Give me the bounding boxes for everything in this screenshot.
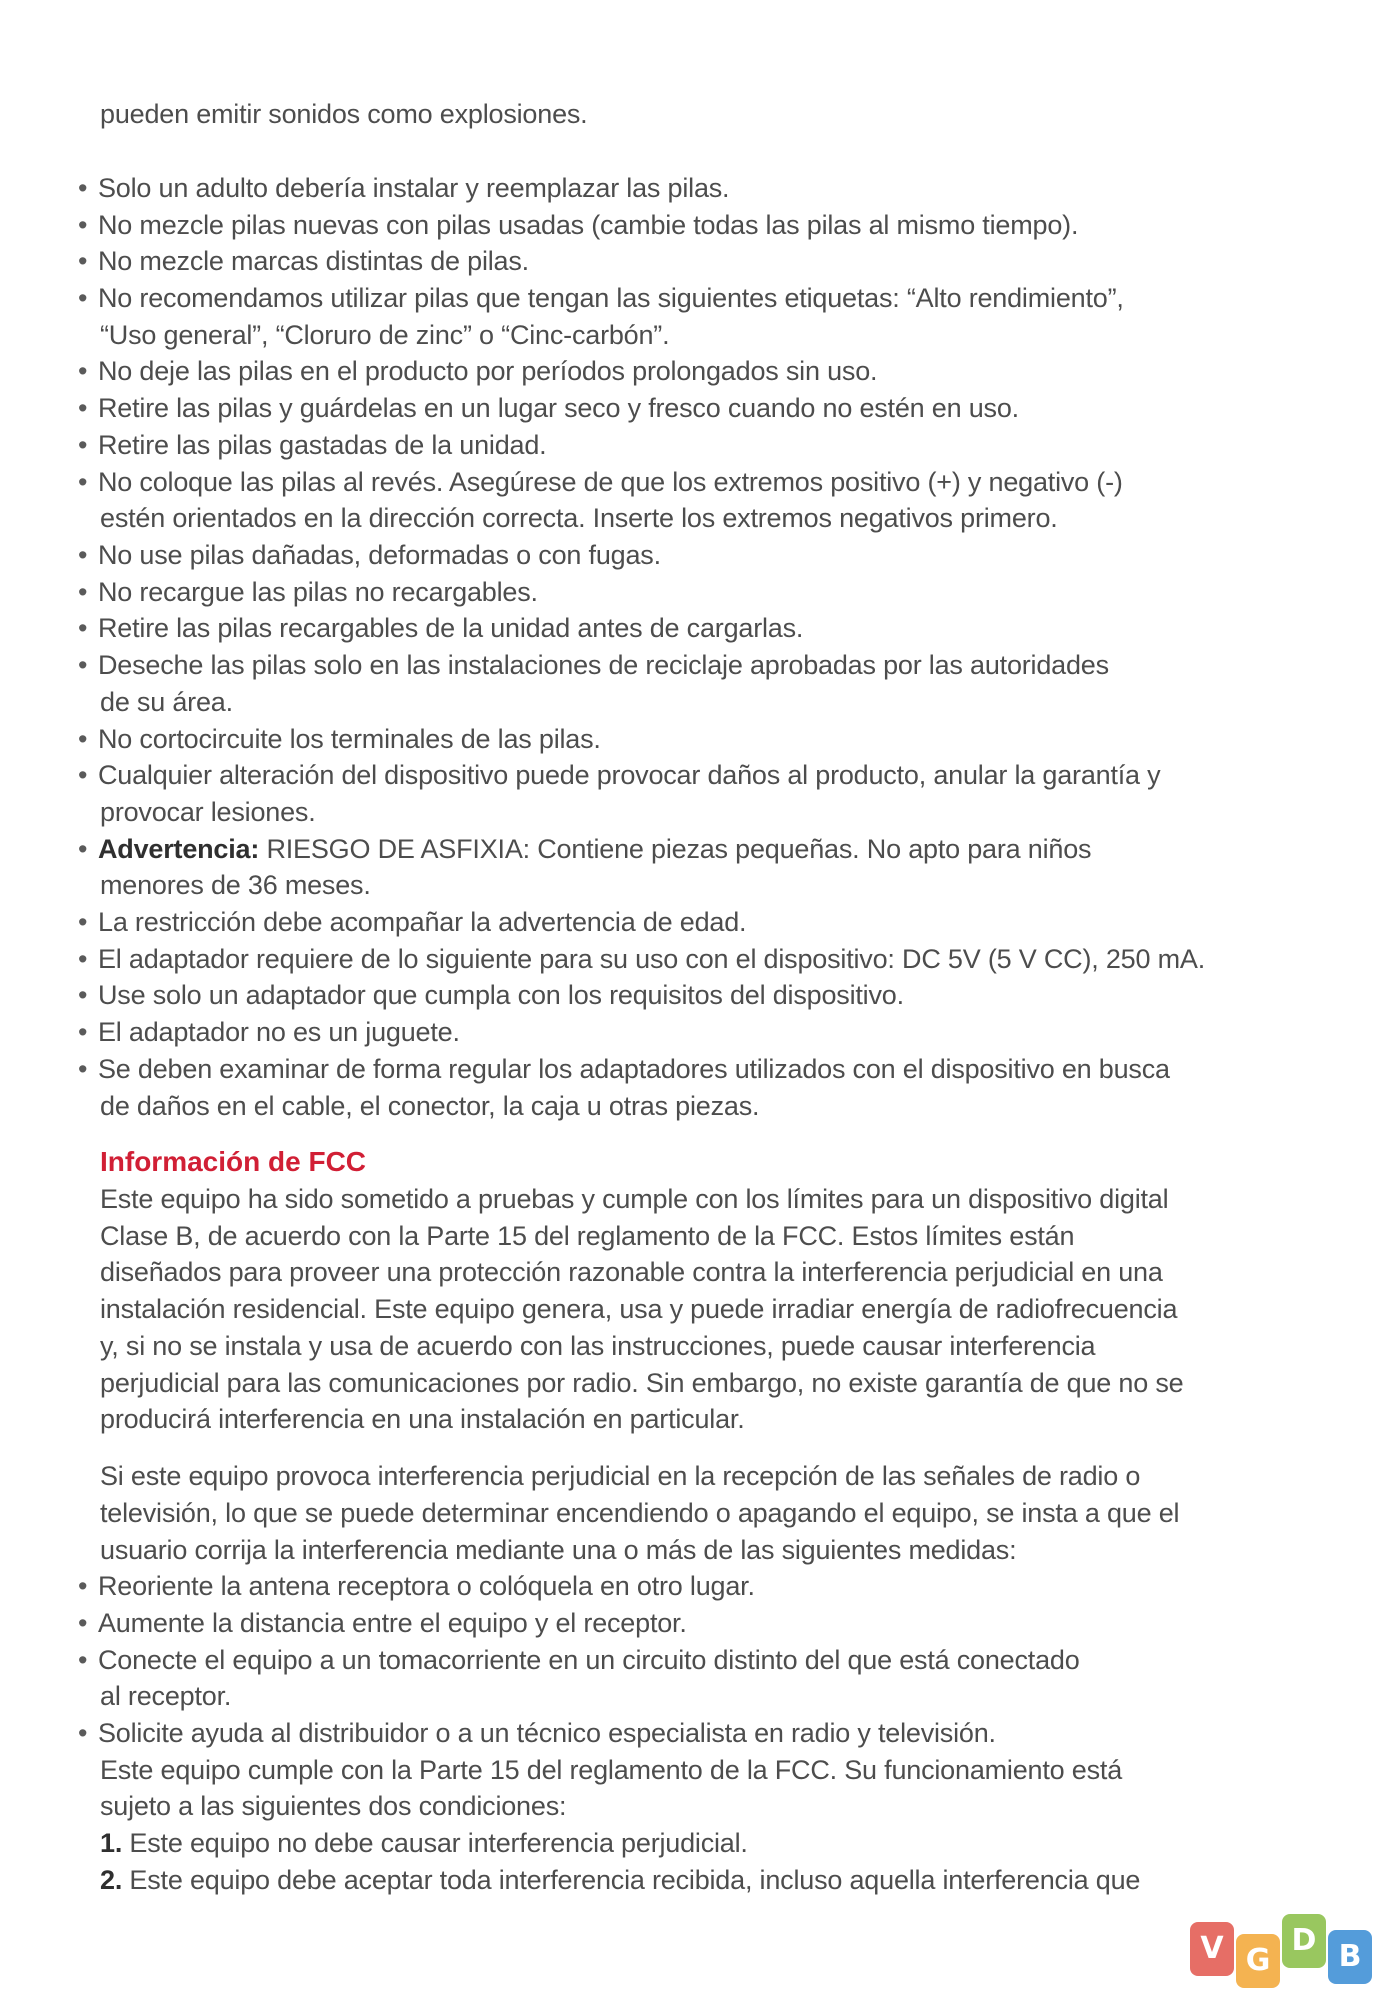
fcc-paragraph: [100, 1752, 1122, 1788]
battery-list-item: [100, 500, 1058, 536]
bullet-marker: •: [78, 393, 88, 423]
battery-list-item: [100, 867, 371, 903]
fcc-paragraph: [100, 1218, 1074, 1254]
bullet-marker: •: [78, 246, 88, 276]
line-text: menores de 36 meses.: [100, 870, 371, 900]
battery-list-item: [78, 280, 1124, 316]
battery-list-item: [78, 427, 546, 463]
line-text: El adaptador no es un juguete.: [98, 1017, 460, 1047]
bullet-marker: •: [78, 944, 88, 974]
fcc-condition: [100, 1825, 748, 1861]
line-text: No deje las pilas en el producto por períodos prolongados sin uso.: [98, 356, 878, 386]
line-text: No use pilas dañadas, deformadas o con fugas.: [98, 540, 661, 570]
line-text: No recomendamos utilizar pilas que tengan las siguientes etiquetas: “Alto rendimiento”,: [98, 283, 1124, 313]
battery-list-item: [78, 353, 877, 389]
line-text: pueden emitir sonidos como explosiones.: [100, 99, 588, 129]
line-text: Use solo un adaptador que cumpla con los requisitos del dispositivo.: [98, 980, 904, 1010]
fcc-measure-item: [100, 1678, 231, 1714]
watermark-letter: D: [1282, 1914, 1326, 1968]
bullet-marker: •: [78, 980, 88, 1010]
bullet-marker: •: [78, 356, 88, 386]
fcc-paragraph: [100, 1458, 1140, 1494]
line-text: Este equipo cumple con la Parte 15 del reglamento de la FCC. Su funcionamiento está: [100, 1755, 1123, 1785]
fcc-paragraph: [100, 1291, 1177, 1327]
line-text: La restricción debe acompañar la advertencia de edad.: [98, 907, 747, 937]
line-text: de su área.: [100, 687, 233, 717]
fcc-paragraph: [100, 1365, 1183, 1401]
line-text: “Uso general”, “Cloruro de zinc” o “Cinc-carbón”.: [100, 320, 670, 350]
line-text: Deseche las pilas solo en las instalaciones de reciclaje aprobadas por las autoridades: [98, 650, 1109, 680]
battery-list-item: [78, 941, 1205, 977]
fcc-paragraph: [100, 1328, 1095, 1364]
line-text: Si este equipo provoca interferencia perjudicial en la recepción de las señales de radio o: [100, 1461, 1141, 1491]
bullet-marker: •: [78, 577, 88, 607]
battery-list-item: [78, 977, 904, 1013]
bullet-marker: •: [78, 540, 88, 570]
bullet-marker: •: [78, 1017, 88, 1047]
battery-list-item: [78, 904, 746, 940]
battery-list-item: [78, 610, 803, 646]
watermark-letter: B: [1328, 1930, 1372, 1984]
line-text: No recargue las pilas no recargables.: [98, 577, 538, 607]
battery-list-item: [78, 170, 729, 206]
fcc-paragraph: [100, 1532, 1016, 1568]
line-text: No mezcle pilas nuevas con pilas usadas (cambie todas las pilas al mismo tiempo).: [98, 210, 1079, 240]
line-text: Retire las pilas gastadas de la unidad.: [98, 430, 547, 460]
fcc-paragraph: [100, 1254, 1163, 1290]
line-text: televisión, lo que se puede determinar encendiendo o apagando el equipo, se insta a que el: [100, 1498, 1180, 1528]
line-text: Clase B, de acuerdo con la Parte 15 del reglamento de la FCC. Estos límites están: [100, 1221, 1075, 1251]
bullet-marker: •: [78, 173, 88, 203]
bullet-marker: •: [78, 760, 88, 790]
battery-list-item: [78, 721, 601, 757]
line-text: de daños en el cable, el conector, la caja u otras piezas.: [100, 1091, 760, 1121]
fcc-condition: [100, 1862, 1140, 1898]
watermark-letter: V: [1190, 1922, 1234, 1976]
bullet-marker: •: [78, 1608, 88, 1638]
bullet-marker: •: [78, 283, 88, 313]
line-text: producirá interferencia en una instalación en particular.: [100, 1404, 745, 1434]
line-text: Este equipo no debe causar interferencia perjudicial.: [122, 1828, 748, 1858]
line-text: Este equipo ha sido sometido a pruebas y cumple con los límites para un dispositivo digital: [100, 1184, 1169, 1214]
battery-list-item: [78, 831, 1091, 867]
bullet-marker: •: [78, 1054, 88, 1084]
line-text: Reoriente la antena receptora o colóquela en otro lugar.: [98, 1571, 755, 1601]
line-text: Cualquier alteración del dispositivo puede provocar daños al producto, anular la garantía y: [98, 760, 1161, 790]
condition-number: 2.: [100, 1865, 123, 1895]
bullet-marker: •: [78, 613, 88, 643]
battery-list-item: [100, 794, 316, 830]
line-text: No cortocircuite los terminales de las pilas.: [98, 724, 601, 754]
line-text: RIESGO DE ASFIXIA: Contiene piezas pequeñas. No apto para niños: [259, 834, 1092, 864]
fcc-paragraph: [100, 1495, 1179, 1531]
line-text: usuario corrija la interferencia mediante una o más de las siguientes medidas:: [100, 1535, 1017, 1565]
bullet-marker: •: [78, 834, 88, 864]
battery-list-item: [100, 1088, 759, 1124]
bullet-marker: •: [78, 430, 88, 460]
vgdb-watermark-logo: [1190, 1912, 1390, 1988]
battery-list-item: [78, 243, 529, 279]
bullet-marker: •: [78, 1645, 88, 1675]
bullet-marker: •: [78, 210, 88, 240]
line-text: sujeto a las siguientes dos condiciones:: [100, 1791, 567, 1821]
line-text: Retire las pilas recargables de la unidad antes de cargarlas.: [98, 613, 804, 643]
line-text: Aumente la distancia entre el equipo y el receptor.: [98, 1608, 687, 1638]
fcc-measure-item: [78, 1605, 687, 1641]
watermark-letter: G: [1236, 1934, 1280, 1988]
fcc-paragraph: [100, 1788, 566, 1824]
battery-list-item: [78, 464, 1123, 500]
fcc-measure-item: [78, 1568, 755, 1604]
fcc-paragraph: [100, 1181, 1168, 1217]
battery-list-item: [78, 390, 1019, 426]
bullet-marker: •: [78, 467, 88, 497]
line-text: perjudicial para las comunicaciones por radio. Sin embargo, no existe garantía de que no se: [100, 1368, 1184, 1398]
battery-list-item: [78, 574, 538, 610]
bullet-marker: •: [78, 1571, 88, 1601]
battery-list-item: [78, 757, 1160, 793]
line-text: Se deben examinar de forma regular los adaptadores utilizados con el dispositivo en busca: [98, 1054, 1170, 1084]
battery-list-item: [78, 647, 1109, 683]
battery-list-item: [78, 1014, 460, 1050]
battery-list-item: [78, 537, 661, 573]
fcc-measure-item: [78, 1642, 1080, 1678]
line-text: Este equipo debe aceptar toda interferencia recibida, incluso aquella interferencia que: [122, 1865, 1141, 1895]
line-text: Conecte el equipo a un tomacorriente en un circuito distinto del que está conectado: [98, 1645, 1080, 1675]
bullet-marker: •: [78, 907, 88, 937]
fcc-paragraph: [100, 1401, 745, 1437]
battery-list-item: [100, 684, 233, 720]
line-text: Solicite ayuda al distribuidor o a un técnico especialista en radio y televisión.: [98, 1718, 996, 1748]
line-text: No coloque las pilas al revés. Asegúrese de que los extremos positivo (+) y negativo (-): [98, 467, 1123, 497]
bullet-marker: •: [78, 724, 88, 754]
fcc-heading: Información de FCC: [100, 1146, 367, 1177]
continuation-text: [100, 96, 587, 132]
bullet-marker: •: [78, 650, 88, 680]
line-text: No mezcle marcas distintas de pilas.: [98, 246, 529, 276]
bullet-marker: •: [78, 1718, 88, 1748]
line-text: El adaptador requiere de lo siguiente para su uso con el dispositivo: DC 5V (5 V CC), 250 mA.: [98, 944, 1206, 974]
battery-list-item: [100, 317, 669, 353]
line-text: instalación residencial. Este equipo genera, usa y puede irradiar energía de radiofrecuencia: [100, 1294, 1178, 1324]
fcc-measure-item: [78, 1715, 996, 1751]
line-text: Retire las pilas y guárdelas en un lugar seco y fresco cuando no estén en uso.: [98, 393, 1019, 423]
condition-number: 1.: [100, 1828, 123, 1858]
line-text: Solo un adulto debería instalar y reemplazar las pilas.: [98, 173, 730, 203]
battery-list-item: [78, 207, 1078, 243]
line-text: provocar lesiones.: [100, 797, 316, 827]
warning-label: Advertencia:: [98, 834, 260, 864]
battery-list-item: [78, 1051, 1170, 1087]
line-text: y, si no se instala y usa de acuerdo con las instrucciones, puede causar interferencia: [100, 1331, 1096, 1361]
line-text: estén orientados en la dirección correcta. Inserte los extremos negativos primero.: [100, 503, 1058, 533]
line-text: al receptor.: [100, 1681, 232, 1711]
line-text: diseñados para proveer una protección razonable contra la interferencia perjudicial en una: [100, 1257, 1163, 1287]
